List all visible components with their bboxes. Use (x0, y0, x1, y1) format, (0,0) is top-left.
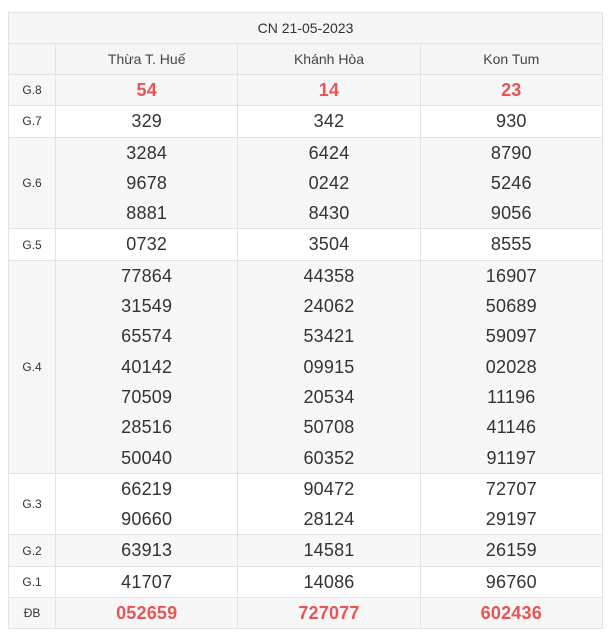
result-cell (238, 106, 420, 137)
prize-row (9, 598, 603, 629)
result-number: 09915 (303, 356, 355, 377)
result-number: 8881 (126, 203, 168, 224)
result-number: 0732 (126, 234, 168, 255)
result-number: 3504 (308, 234, 350, 255)
result-number: 24062 (303, 296, 355, 317)
prize-label: G.5 (9, 229, 56, 260)
result-number: 8430 (308, 203, 350, 224)
result-number: 930 (495, 111, 527, 132)
result-number: 9678 (126, 172, 168, 193)
result-number: 50040 (121, 447, 173, 468)
result-number: 77864 (121, 265, 173, 286)
result-cell (56, 106, 238, 137)
result-cell (238, 75, 420, 106)
result-number: 20534 (303, 386, 355, 407)
result-cell (56, 75, 238, 106)
result-number: 8555 (490, 234, 532, 255)
province-header-1: Thừa T. Huế (56, 44, 238, 75)
result-number: 5246 (490, 172, 532, 193)
result-number: 14581 (303, 540, 355, 561)
result-number: 26159 (485, 540, 537, 561)
result-cell (56, 137, 238, 229)
prize-label: G.2 (9, 535, 56, 566)
result-number: 342 (313, 111, 345, 132)
prize-label: G.6 (9, 137, 56, 229)
result-number: 41146 (486, 417, 537, 438)
prize-row (9, 566, 603, 597)
prize-label: G.1 (9, 566, 56, 597)
result-number: 50689 (485, 296, 537, 317)
result-cell (238, 473, 420, 535)
result-number: 727077 (298, 603, 360, 624)
prize-row (9, 535, 603, 566)
result-cell (420, 137, 602, 229)
result-number: 90472 (303, 478, 355, 499)
prize-column-header (9, 44, 56, 75)
result-cell (420, 106, 602, 137)
prize-row (9, 106, 603, 137)
prize-row (9, 260, 603, 473)
result-cell (56, 598, 238, 629)
prize-label: G.7 (9, 106, 56, 137)
result-cell (56, 260, 238, 473)
result-number: 28124 (303, 509, 355, 530)
result-number: 60352 (303, 447, 355, 468)
result-number: 9056 (490, 203, 532, 224)
draw-date-title: CN 21-05-2023 (9, 13, 603, 44)
lottery-results-table (8, 12, 603, 629)
result-cell (420, 566, 602, 597)
prize-row (9, 137, 603, 229)
result-number: 63913 (121, 540, 173, 561)
result-cell (56, 535, 238, 566)
result-cell (420, 535, 602, 566)
result-number: 54 (136, 80, 157, 100)
result-number: 70509 (121, 386, 173, 407)
result-cell (56, 229, 238, 260)
result-cell (56, 566, 238, 597)
result-number: 23 (501, 80, 522, 100)
result-number: 28516 (121, 417, 173, 438)
result-cell (420, 473, 602, 535)
result-cell (238, 598, 420, 629)
result-number: 02028 (485, 356, 537, 377)
result-number: 41707 (121, 571, 173, 592)
result-cell (420, 260, 602, 473)
result-number: 6424 (308, 142, 350, 163)
result-number: 11196 (487, 386, 536, 407)
result-number: 90660 (121, 509, 173, 530)
result-number: 3284 (126, 142, 168, 163)
prize-row (9, 473, 603, 535)
result-cell (238, 535, 420, 566)
result-number: 65574 (121, 326, 173, 347)
result-number: 329 (131, 111, 163, 132)
result-cell (420, 75, 602, 106)
result-number: 14 (318, 80, 340, 100)
result-number: 72707 (485, 478, 537, 499)
result-cell (238, 260, 420, 473)
province-header-2: Khánh Hòa (238, 44, 420, 75)
province-header-3: Kon Tum (420, 44, 602, 75)
result-number: 91197 (486, 447, 537, 468)
result-number: 14086 (303, 571, 355, 592)
result-number: 052659 (116, 603, 178, 624)
prize-label: ĐB (9, 598, 56, 629)
result-cell (238, 137, 420, 229)
result-cell (420, 229, 602, 260)
result-cell (238, 229, 420, 260)
result-number: 59097 (485, 326, 537, 347)
result-number: 40142 (121, 356, 173, 377)
prize-label: G.8 (9, 75, 56, 106)
result-cell (56, 473, 238, 535)
result-number: 31549 (121, 296, 173, 317)
result-number: 29197 (485, 509, 537, 530)
prize-row (9, 75, 603, 106)
result-number: 602436 (480, 603, 542, 624)
result-number: 66219 (121, 478, 173, 499)
result-number: 96760 (485, 571, 537, 592)
result-cell (420, 598, 602, 629)
prize-label: G.4 (9, 260, 56, 473)
result-number: 8790 (490, 142, 532, 163)
prize-rows (9, 75, 603, 629)
prize-label: G.3 (9, 473, 56, 535)
prize-row (9, 229, 603, 260)
result-number: 53421 (303, 326, 355, 347)
result-number: 0242 (308, 172, 350, 193)
result-number: 16907 (485, 265, 537, 286)
result-number: 50708 (303, 417, 355, 438)
result-number: 44358 (303, 265, 355, 286)
result-cell (238, 566, 420, 597)
